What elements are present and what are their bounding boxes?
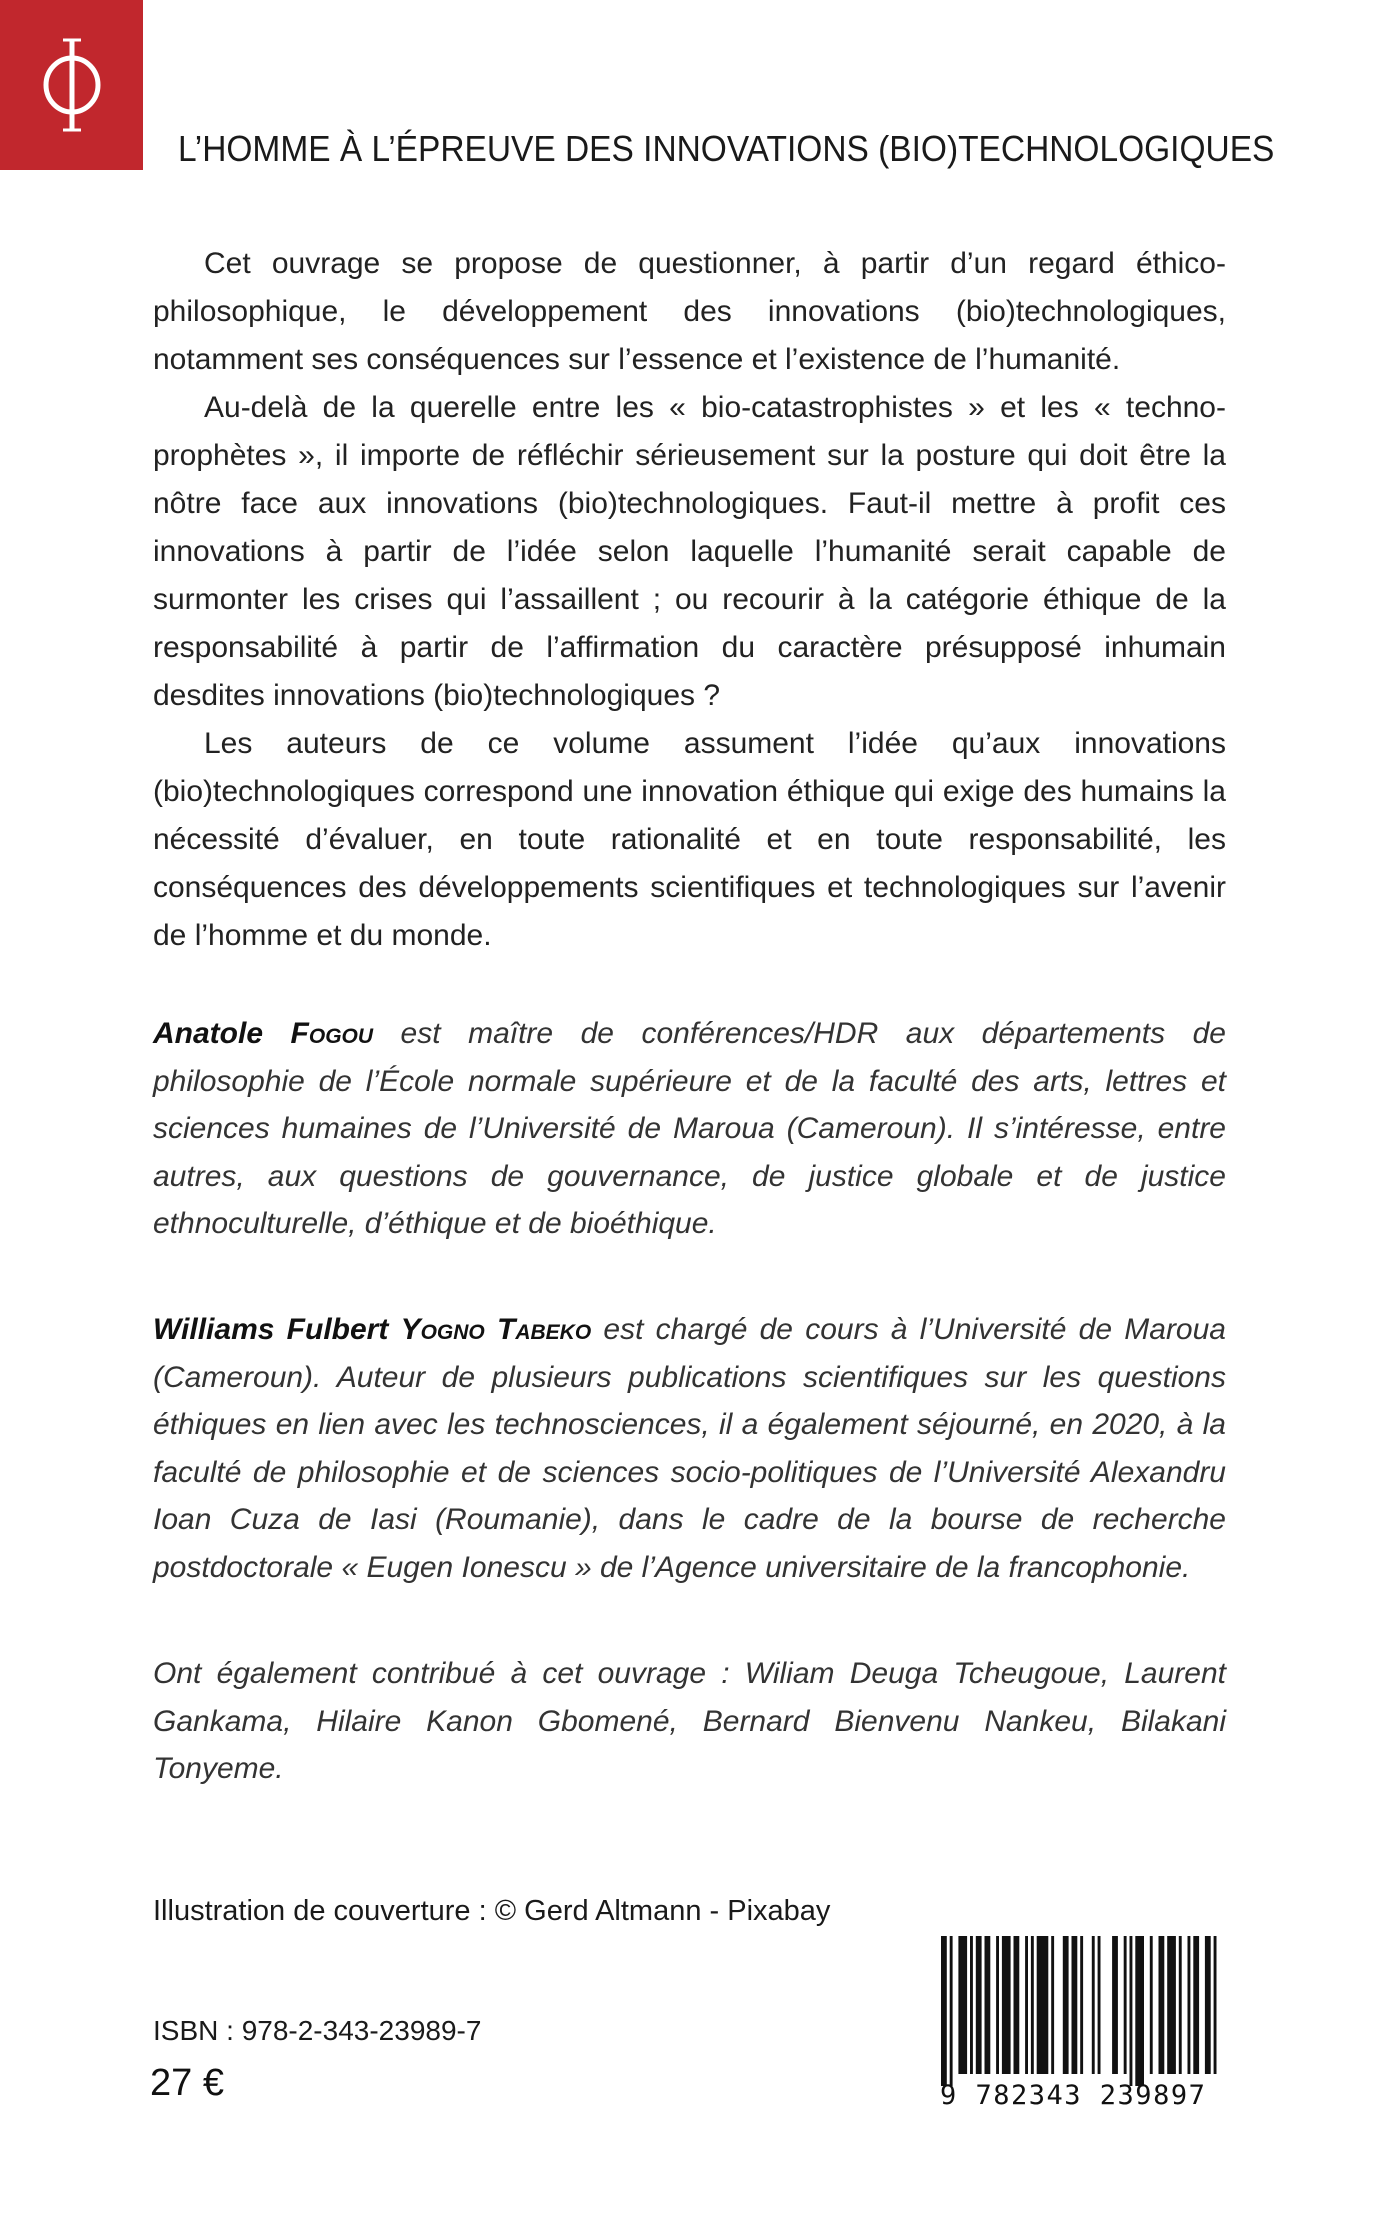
isbn: ISBN : 978-2-343-23989-7 — [153, 2015, 482, 2046]
synopsis — [153, 240, 1226, 960]
barcode-bar — [1072, 1936, 1078, 2074]
book-title: L’HOMME À L’ÉPREUVE DES INNOVATIONS (BIO)TECHNOLOGIQUES — [178, 128, 1275, 169]
barcode-bar — [976, 1936, 982, 2074]
author-bio-text: est chargé de cours à l’Université de Maroua (Cameroun). Auteur de plusieurs publications scientifiques sur les questions éthiques en lien avec les technosciences, il a également séjourné, en 2020, à la faculté de philosophie et de sciences socio-politiques de l’Université Alexandru Ioan Cuza de Iasi (Roumanie), dans le cadre de la bourse de recherche postdoctorale « Eugen Ionescu » de l’Agence universitaire de la francophonie. — [153, 1313, 1226, 1584]
barcode-bar — [941, 1936, 947, 2086]
barcode-bar — [985, 1936, 991, 2074]
barcode-bar — [1080, 1936, 1083, 2074]
barcode-bar — [1098, 1936, 1101, 2074]
author-name: Williams Fulbert Yogno Tabeko — [153, 1313, 592, 1346]
barcode-bar — [1179, 1936, 1182, 2074]
synopsis-paragraph: Au-delà de la querelle entre les « bio-catastrophistes » et les « techno-prophètes », il importe de réfléchir sérieusement sur la posture qui doit être la nôtre face aux innovations (bio)technologiques. Faut-il mettre à profit ces innovations à partir de l’idée selon laquelle l’humanité serait capable de surmonter les crises qui l’assaillent ; ou recourir à la catégorie éthique de la responsabilité à partir de l’affirmation du caractère présupposé inhumain desdites innovations (bio)technologiques ? — [153, 391, 1226, 712]
barcode-bar — [1063, 1936, 1069, 2074]
synopsis-paragraph: Les auteurs de ce volume assument l’idée qu’aux innovations (bio)technologiques correspond une innovation éthique qui exige des humains la nécessité d’évaluer, en toute rationalité et en toute responsabilité, les conséquences des développements scientifiques et technologiques sur l’avenir de l’homme et du monde. — [153, 727, 1226, 952]
barcode-bar — [970, 1936, 973, 2074]
cover-credit: Illustration de couverture : © Gerd Altmann - Pixabay — [153, 1895, 831, 1927]
author-name: Anatole Fogou — [153, 1017, 374, 1050]
barcode-bar — [1025, 1936, 1028, 2074]
barcode-bar — [1051, 1936, 1054, 2074]
barcode-bar — [1092, 1936, 1095, 2074]
barcode-bar — [1135, 1936, 1144, 2086]
author-bio — [153, 1010, 1226, 1248]
author-bio — [153, 1306, 1226, 1591]
barcode-bar — [1130, 1936, 1133, 2086]
barcode-bar — [1150, 1936, 1153, 2074]
barcode-bar — [1167, 1936, 1176, 2074]
contributors-note: Ont également contribué à cet ouvrage : Wiliam Deuga Tcheugoue, Laurent Gankama, Hilaire Kanon Gbomené, Bernard Bienvenu Nankeu, Bilakani Tonyeme. — [153, 1657, 1226, 1785]
barcode-bar — [1159, 1936, 1165, 2074]
barcode-digits: 9 782343 239897 — [940, 2080, 1207, 2111]
phi-logo-icon — [27, 30, 117, 140]
barcode-bar — [996, 1936, 999, 2074]
barcode-bar — [1193, 1936, 1199, 2074]
barcode-bar — [958, 1936, 967, 2074]
barcode-bar — [1124, 1936, 1127, 2074]
synopsis-paragraph: Cet ouvrage se propose de questionner, à partir d’un regard éthico-philosophique, le développement des innovations (bio)technologiques, notamment ses conséquences sur l’essence et l’existence de l’humanité. — [153, 247, 1226, 376]
barcode-bar — [1188, 1936, 1191, 2074]
barcode-bar — [1112, 1936, 1118, 2074]
barcode-bar — [1214, 1936, 1217, 2074]
barcode-bar — [1037, 1936, 1049, 2074]
author-bio-text: est maître de conférences/HDR aux départements de philosophie de l’École normale supérieure et de la faculté des arts, lettres et sciences humaines de l’Université de Maroua (Cameroun). Il s’intéresse, entre autres, aux questions de gouvernance, de justice globale et de justice ethnoculturelle, d’éthique et de bioéthique. — [153, 1017, 1226, 1240]
publisher-logo — [0, 0, 143, 170]
barcode-bar — [1031, 1936, 1034, 2074]
barcode-bar — [1205, 1936, 1211, 2074]
barcode-bar — [950, 1936, 953, 2086]
barcode-bar — [1002, 1936, 1011, 2074]
price: 27 € — [150, 2062, 224, 2104]
barcode-bar — [1014, 1936, 1020, 2074]
